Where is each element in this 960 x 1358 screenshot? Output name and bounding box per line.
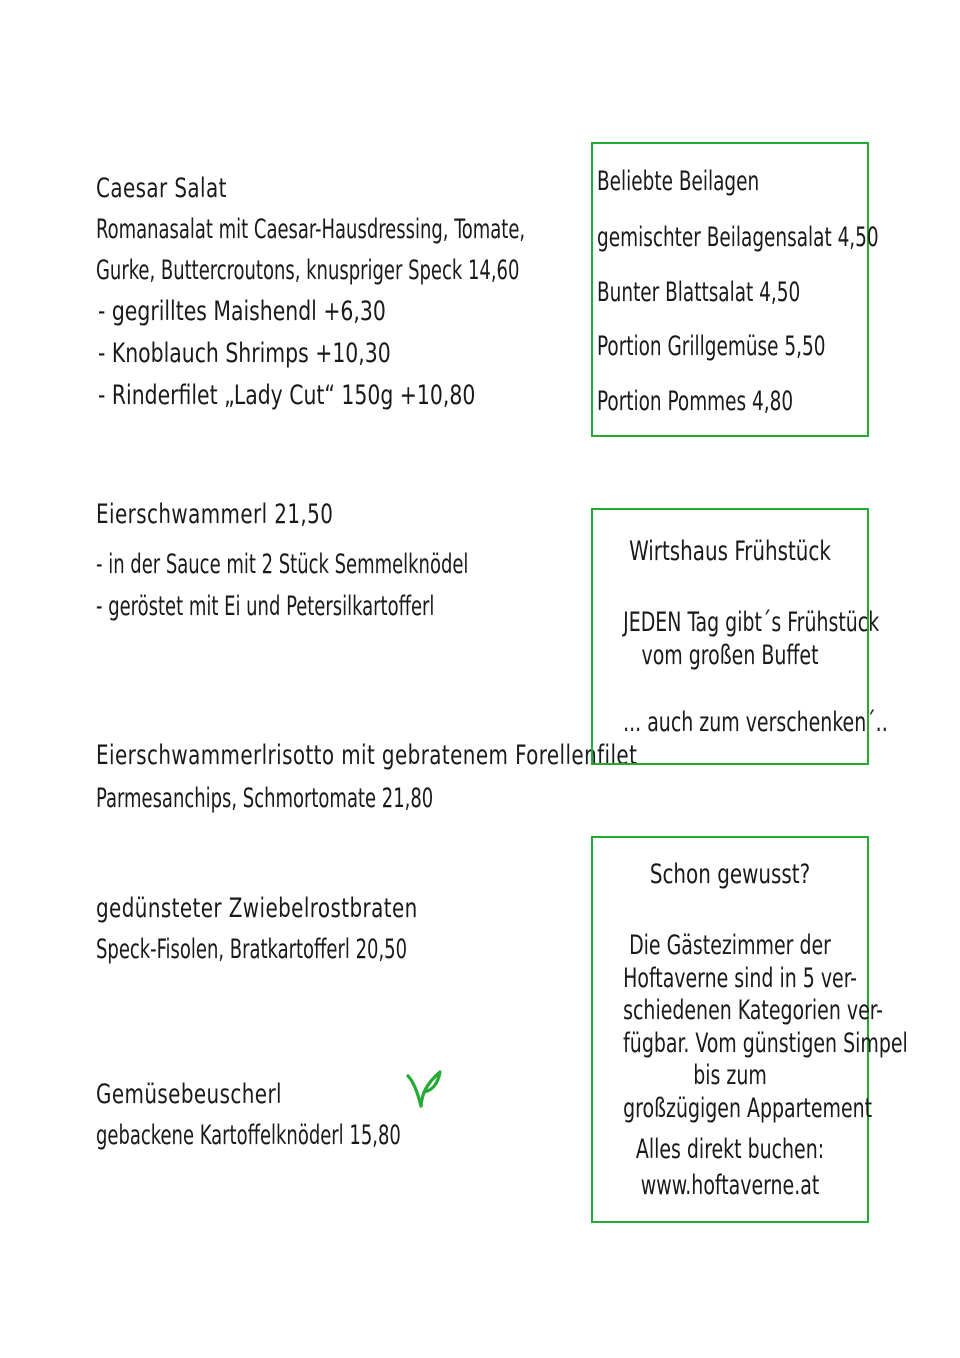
info-title: Schon gewusst? [649,859,811,890]
info-line: schiedenen Kategorien ver- [623,995,884,1026]
info-line: bis zum [693,1060,767,1091]
info-line: großzügigen Appartement [623,1093,873,1124]
gemuese-desc: gebackene Kartoffelknöderl 15,80 [96,1120,401,1151]
sides-title: Beliebte Beilagen [597,166,760,197]
caesar-desc-1: Romanasalat mit Caesar-Hausdressing, Tomate, [96,214,526,245]
risotto-desc: Parmesanchips, Schmortomate 21,80 [96,783,434,814]
gemuese-title: Gemüsebeuscherl [96,1079,282,1110]
eierschwammerl-option: - in der Sauce mit 2 Stück Semmelknödel [96,549,469,580]
info-cta: Alles direkt buchen: [635,1134,825,1165]
breakfast-line: ... auch zum verschenken´.. [623,707,888,738]
side-item: Portion Grillgemüse 5,50 [597,331,826,362]
eierschwammerl-option: - geröstet mit Ei und Petersilkartofferl [96,591,435,622]
info-line: Hoftaverne sind in 5 ver- [623,963,857,994]
info-line: fügbar. Vom günstigen Simpel [623,1028,908,1059]
risotto-title: Eierschwammerlrisotto mit gebratenem Forellenfilet [96,740,638,771]
breakfast-title: Wirtshaus Frühstück [629,536,831,567]
website-link[interactable]: www.hoftaverne.at [640,1170,820,1201]
breakfast-line: vom großen Buffet [641,640,819,671]
vegan-leaf-icon [404,1068,444,1108]
caesar-addon: - Knoblauch Shrimps +10,30 [98,338,391,369]
side-item: Bunter Blattsalat 4,50 [597,277,801,308]
breakfast-line: JEDEN Tag gibt´s Frühstück [623,607,880,638]
info-line: Die Gästezimmer der [629,930,831,961]
caesar-addon: - gegrilltes Maishendl +6,30 [98,296,386,327]
caesar-addon: - Rinderfilet „Lady Cut“ 150g +10,80 [98,380,476,411]
caesar-desc-2: Gurke, Buttercroutons, knuspriger Speck 14,60 [96,255,520,286]
eierschwammerl-title: Eierschwammerl 21,50 [96,499,334,530]
zwiebelrostbraten-title: gedünsteter Zwiebelrostbraten [96,893,418,924]
side-item: gemischter Beilagensalat 4,50 [597,222,879,253]
side-item: Portion Pommes 4,80 [597,386,794,417]
breakfast-box [591,508,888,765]
zwiebelrostbraten-desc: Speck-Fisolen, Bratkartofferl 20,50 [96,934,408,965]
caesar-title: Caesar Salat [96,173,227,204]
sides-box [591,142,879,437]
info-box [591,836,908,1223]
